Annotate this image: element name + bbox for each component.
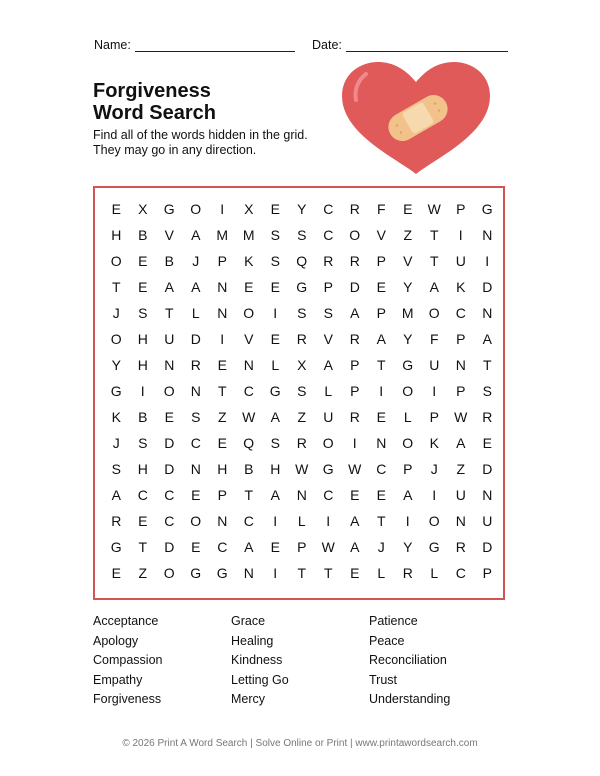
grid-cell[interactable]: E: [111, 565, 121, 581]
grid-cell[interactable]: Y: [111, 357, 121, 373]
name-label: Name:: [94, 38, 131, 52]
grid-cell[interactable]: A: [376, 331, 386, 347]
grid-cell[interactable]: Y: [297, 201, 307, 217]
grid-cell[interactable]: C: [243, 513, 254, 529]
grid-cell[interactable]: I: [326, 513, 331, 529]
grid-cell[interactable]: S: [297, 305, 307, 321]
grid-cell[interactable]: M: [242, 227, 255, 243]
grid-cell[interactable]: C: [323, 487, 334, 503]
grid-cell[interactable]: R: [296, 435, 307, 451]
grid-cell[interactable]: A: [191, 227, 201, 243]
grid-cell[interactable]: T: [111, 279, 121, 295]
grid-cell[interactable]: T: [297, 565, 307, 581]
grid-cell[interactable]: D: [190, 331, 201, 347]
word-list-item: Acceptance: [93, 614, 159, 628]
grid-cell[interactable]: S: [270, 435, 280, 451]
grid-cell[interactable]: G: [481, 201, 493, 217]
grid-cell[interactable]: E: [376, 487, 386, 503]
footer: © 2026 Print A Word Search | Solve Online or Print | www.printawordsearch.com: [122, 738, 478, 749]
grid-cell[interactable]: V: [403, 253, 413, 269]
grid-cell[interactable]: N: [296, 487, 307, 503]
grid-cell[interactable]: W: [321, 539, 335, 555]
word-list-item: Compassion: [93, 653, 163, 667]
instruction-line-2: They may go in any direction.: [93, 143, 257, 157]
grid-cell[interactable]: P: [403, 461, 413, 477]
grid-cell[interactable]: L: [324, 383, 333, 399]
grid-cell[interactable]: U: [323, 409, 334, 425]
grid-cell[interactable]: P: [482, 565, 492, 581]
grid-cell[interactable]: A: [482, 331, 492, 347]
grid-cell[interactable]: L: [297, 513, 306, 529]
grid-cell[interactable]: Y: [403, 331, 413, 347]
grid-cell[interactable]: E: [350, 487, 360, 503]
grid-cell[interactable]: H: [217, 461, 228, 477]
grid-cell[interactable]: C: [217, 539, 228, 555]
grid-cell[interactable]: N: [455, 513, 466, 529]
grid-cell[interactable]: V: [323, 331, 333, 347]
grid-cell[interactable]: S: [138, 435, 148, 451]
grid-cell[interactable]: J: [430, 461, 438, 477]
grid-cell[interactable]: O: [190, 513, 202, 529]
grid-cell[interactable]: I: [432, 487, 437, 503]
grid-cell[interactable]: P: [323, 279, 333, 295]
grid-cell[interactable]: N: [455, 357, 466, 373]
grid-cell[interactable]: B: [244, 461, 254, 477]
grid-cell[interactable]: E: [350, 565, 360, 581]
grid-cell[interactable]: D: [482, 539, 493, 555]
grid-cell[interactable]: R: [349, 331, 360, 347]
grid-cell[interactable]: Y: [403, 539, 413, 555]
grid-cell[interactable]: O: [163, 565, 175, 581]
grid-cell[interactable]: V: [376, 227, 386, 243]
grid-cell[interactable]: K: [456, 279, 466, 295]
grid-cell[interactable]: Z: [297, 409, 307, 425]
grid-cell[interactable]: T: [429, 253, 439, 269]
grid-cell[interactable]: G: [296, 279, 308, 295]
grid-cell[interactable]: U: [455, 253, 466, 269]
grid-cell[interactable]: L: [430, 565, 439, 581]
grid-cell[interactable]: I: [352, 435, 357, 451]
grid-cell[interactable]: S: [297, 383, 307, 399]
grid-cell[interactable]: R: [349, 409, 360, 425]
grid-cell[interactable]: C: [323, 227, 334, 243]
title-line-2: Word Search: [93, 102, 216, 124]
grid-cell[interactable]: C: [455, 565, 466, 581]
grid-cell[interactable]: R: [455, 539, 466, 555]
grid-cell[interactable]: T: [164, 305, 174, 321]
grid-cell[interactable]: E: [376, 409, 386, 425]
word-list: [93, 612, 513, 710]
grid-cell[interactable]: G: [110, 383, 122, 399]
grid-cell[interactable]: A: [456, 435, 466, 451]
grid-cell[interactable]: R: [402, 565, 413, 581]
grid-row: [103, 482, 501, 508]
grid-cell[interactable]: I: [458, 227, 463, 243]
grid-cell[interactable]: E: [191, 487, 201, 503]
grid-cell[interactable]: J: [112, 305, 120, 321]
grid-cell[interactable]: G: [163, 201, 175, 217]
grid-cell[interactable]: R: [323, 253, 334, 269]
grid-cell[interactable]: T: [323, 565, 333, 581]
grid-cell[interactable]: E: [138, 253, 148, 269]
grid-cell[interactable]: O: [110, 253, 122, 269]
grid-cell[interactable]: R: [111, 513, 122, 529]
grid-cell[interactable]: N: [217, 513, 228, 529]
grid-cell[interactable]: K: [244, 253, 254, 269]
instruction-line-1: Find all of the words hidden in the grid.: [93, 128, 308, 142]
grid-cell[interactable]: N: [217, 279, 228, 295]
name-line[interactable]: [135, 51, 295, 52]
grid-cell[interactable]: S: [323, 305, 333, 321]
grid-cell[interactable]: B: [138, 227, 148, 243]
grid-cell[interactable]: I: [432, 383, 437, 399]
grid-cell[interactable]: D: [164, 539, 175, 555]
word-list-item: Reconciliation: [369, 653, 447, 667]
grid-row: [103, 560, 501, 586]
word-list-item: Trust: [369, 672, 398, 687]
grid-cell[interactable]: E: [376, 279, 386, 295]
grid-cell[interactable]: A: [111, 487, 121, 503]
grid-cell[interactable]: A: [403, 487, 413, 503]
grid-cell[interactable]: W: [454, 409, 468, 425]
grid-cell[interactable]: P: [456, 383, 466, 399]
grid-cell[interactable]: S: [191, 409, 201, 425]
word-list-item: Peace: [369, 633, 405, 648]
grid-cell[interactable]: T: [376, 357, 386, 373]
grid-cell[interactable]: W: [348, 461, 362, 477]
grid-cell[interactable]: P: [350, 383, 360, 399]
grid-cell[interactable]: V: [164, 227, 174, 243]
grid-cell[interactable]: Y: [403, 279, 413, 295]
grid-cell[interactable]: P: [376, 253, 386, 269]
grid-cell[interactable]: S: [482, 383, 492, 399]
word-search-grid: [93, 186, 505, 600]
grid-cell[interactable]: P: [297, 539, 307, 555]
grid-cell[interactable]: H: [137, 357, 148, 373]
grid-cell[interactable]: S: [111, 461, 121, 477]
grid-cell[interactable]: R: [190, 357, 201, 373]
grid-cell[interactable]: Z: [138, 565, 148, 581]
grid-cell[interactable]: O: [163, 383, 175, 399]
grid-cell[interactable]: J: [112, 435, 120, 451]
grid-cell[interactable]: V: [244, 331, 254, 347]
grid-cell[interactable]: W: [427, 201, 441, 217]
grid-cell[interactable]: O: [428, 513, 440, 529]
grid-cell[interactable]: G: [322, 461, 334, 477]
page-title: [93, 80, 216, 124]
grid-cell[interactable]: N: [243, 357, 254, 373]
grid-cell[interactable]: C: [455, 305, 466, 321]
grid-cell[interactable]: L: [403, 409, 412, 425]
grid-cell[interactable]: A: [323, 357, 333, 373]
grid-cell[interactable]: E: [217, 357, 227, 373]
grid-cell[interactable]: E: [270, 539, 280, 555]
grid-cell[interactable]: C: [243, 383, 254, 399]
grid-cell[interactable]: R: [296, 331, 307, 347]
grid-cell[interactable]: C: [164, 487, 175, 503]
word-list-item: Kindness: [231, 653, 283, 667]
grid-cell[interactable]: Z: [403, 227, 413, 243]
grid-cell[interactable]: S: [297, 227, 307, 243]
grid-cell[interactable]: D: [349, 279, 360, 295]
grid-cell[interactable]: J: [377, 539, 385, 555]
grid-cell[interactable]: G: [190, 565, 202, 581]
grid-cell[interactable]: W: [295, 461, 309, 477]
grid-row: [103, 404, 501, 430]
grid-cell[interactable]: O: [243, 305, 255, 321]
grid-cell[interactable]: N: [482, 227, 493, 243]
grid-cell[interactable]: T: [482, 357, 492, 373]
heart-bandage-icon: [336, 60, 496, 178]
grid-cell[interactable]: E: [164, 409, 174, 425]
grid-cell[interactable]: C: [137, 487, 148, 503]
grid-cell[interactable]: Q: [243, 435, 255, 451]
grid-cell[interactable]: E: [482, 435, 492, 451]
instructions: [93, 128, 333, 158]
grid-cell[interactable]: I: [273, 305, 278, 321]
name-field[interactable]: [94, 38, 295, 52]
grid-cell[interactable]: O: [402, 435, 414, 451]
grid-row: [103, 508, 501, 534]
grid-cell[interactable]: B: [138, 409, 148, 425]
grid-cell[interactable]: C: [323, 201, 334, 217]
grid-cell[interactable]: T: [244, 487, 254, 503]
word-list-item: Empathy: [93, 672, 143, 687]
grid-cell[interactable]: O: [110, 331, 122, 347]
grid-cell[interactable]: Z: [456, 461, 466, 477]
grid-cell[interactable]: S: [270, 253, 280, 269]
grid-row: [103, 456, 501, 482]
grid-cell[interactable]: E: [217, 435, 227, 451]
grid-cell[interactable]: B: [164, 253, 174, 269]
grid-cell[interactable]: N: [190, 461, 201, 477]
grid-row: [103, 300, 501, 326]
word-list-item: Grace: [231, 614, 266, 628]
grid-cell[interactable]: K: [429, 435, 439, 451]
grid-cell[interactable]: N: [190, 383, 201, 399]
grid-cell[interactable]: T: [138, 539, 148, 555]
word-list-item: Mercy: [231, 692, 266, 706]
grid-row: [103, 274, 501, 300]
grid-cell[interactable]: E: [244, 279, 254, 295]
grid-cell[interactable]: H: [270, 461, 281, 477]
grid-row: [103, 534, 501, 560]
letter-grid: [103, 196, 501, 586]
word-list-item: Letting Go: [231, 672, 289, 687]
grid-cell[interactable]: F: [376, 201, 386, 217]
grid-cell[interactable]: I: [273, 513, 278, 529]
grid-cell[interactable]: E: [403, 201, 413, 217]
grid-cell[interactable]: X: [138, 201, 148, 217]
date-line[interactable]: [346, 51, 508, 52]
grid-cell[interactable]: N: [243, 565, 254, 581]
grid-cell[interactable]: P: [217, 253, 227, 269]
date-field[interactable]: [312, 38, 508, 52]
grid-cell[interactable]: U: [455, 487, 466, 503]
grid-cell[interactable]: I: [220, 331, 225, 347]
grid-cell[interactable]: N: [482, 305, 493, 321]
grid-cell[interactable]: A: [270, 487, 280, 503]
grid-cell[interactable]: I: [379, 383, 384, 399]
grid-row: [103, 352, 501, 378]
grid-cell[interactable]: G: [216, 565, 228, 581]
grid-cell[interactable]: D: [482, 461, 493, 477]
grid-cell[interactable]: H: [137, 461, 148, 477]
grid-cell[interactable]: S: [270, 227, 280, 243]
grid-cell[interactable]: O: [349, 227, 361, 243]
grid-cell[interactable]: S: [138, 305, 148, 321]
grid-cell[interactable]: P: [350, 357, 360, 373]
grid-cell[interactable]: P: [376, 305, 386, 321]
word-list-item: Apology: [93, 633, 139, 648]
grid-cell[interactable]: E: [270, 201, 280, 217]
grid-cell[interactable]: A: [350, 305, 360, 321]
grid-cell[interactable]: G: [402, 357, 414, 373]
grid-cell[interactable]: R: [349, 201, 360, 217]
grid-cell[interactable]: E: [270, 279, 280, 295]
grid-cell[interactable]: A: [350, 539, 360, 555]
grid-cell[interactable]: E: [111, 201, 121, 217]
grid-cell[interactable]: N: [482, 487, 493, 503]
date-label: Date:: [312, 38, 342, 52]
grid-cell[interactable]: L: [191, 305, 200, 321]
grid-cell[interactable]: E: [138, 513, 148, 529]
grid-row: [103, 326, 501, 352]
grid-cell[interactable]: N: [164, 357, 175, 373]
grid-cell[interactable]: E: [270, 331, 280, 347]
grid-cell[interactable]: D: [482, 279, 493, 295]
grid-cell[interactable]: Q: [296, 253, 308, 269]
grid-cell[interactable]: H: [111, 227, 122, 243]
grid-cell[interactable]: G: [269, 383, 281, 399]
grid-cell[interactable]: C: [164, 513, 175, 529]
grid-cell[interactable]: D: [164, 461, 175, 477]
grid-cell[interactable]: A: [270, 409, 280, 425]
grid-cell[interactable]: T: [217, 383, 227, 399]
grid-cell[interactable]: A: [429, 279, 439, 295]
grid-cell[interactable]: P: [429, 409, 439, 425]
grid-cell[interactable]: P: [456, 201, 466, 217]
grid-row: [103, 430, 501, 456]
grid-cell[interactable]: G: [428, 539, 440, 555]
grid-cell[interactable]: N: [217, 305, 228, 321]
grid-cell[interactable]: O: [402, 383, 414, 399]
word-list-item: Patience: [369, 614, 418, 628]
word-list-item: Forgiveness: [93, 692, 162, 706]
grid-row: [103, 378, 501, 404]
grid-cell[interactable]: L: [377, 565, 386, 581]
grid-cell[interactable]: U: [482, 513, 493, 529]
grid-cell[interactable]: O: [428, 305, 440, 321]
grid-cell[interactable]: P: [217, 487, 227, 503]
grid-cell[interactable]: P: [456, 331, 466, 347]
grid-cell[interactable]: W: [242, 409, 256, 425]
word-list-item: Understanding: [369, 692, 451, 706]
grid-cell[interactable]: I: [220, 201, 225, 217]
grid-cell[interactable]: U: [164, 331, 175, 347]
grid-cell[interactable]: L: [271, 357, 280, 373]
grid-cell[interactable]: I: [405, 513, 410, 529]
grid-cell[interactable]: I: [273, 565, 278, 581]
grid-cell[interactable]: I: [485, 253, 490, 269]
grid-cell[interactable]: E: [138, 279, 148, 295]
grid-cell[interactable]: K: [111, 409, 121, 425]
grid-cell[interactable]: R: [349, 253, 360, 269]
grid-cell[interactable]: J: [192, 253, 200, 269]
grid-cell[interactable]: A: [164, 279, 174, 295]
grid-row: [103, 222, 501, 248]
grid-cell[interactable]: O: [322, 435, 334, 451]
grid-cell[interactable]: R: [482, 409, 493, 425]
grid-cell[interactable]: U: [429, 357, 440, 373]
grid-cell[interactable]: X: [297, 357, 307, 373]
title-line-1: Forgiveness: [93, 80, 211, 102]
grid-cell[interactable]: O: [190, 201, 202, 217]
grid-cell[interactable]: T: [429, 227, 439, 243]
grid-cell[interactable]: A: [244, 539, 254, 555]
grid-cell[interactable]: H: [137, 331, 148, 347]
grid-cell[interactable]: C: [190, 435, 201, 451]
grid-cell[interactable]: N: [376, 435, 387, 451]
grid-cell[interactable]: T: [376, 513, 386, 529]
grid-row: [103, 248, 501, 274]
grid-cell[interactable]: G: [110, 539, 122, 555]
grid-cell[interactable]: C: [376, 461, 387, 477]
word-list-item: Healing: [231, 633, 274, 648]
grid-row: [103, 196, 501, 222]
grid-cell[interactable]: E: [191, 539, 201, 555]
grid-cell[interactable]: X: [244, 201, 254, 217]
grid-cell[interactable]: I: [140, 383, 145, 399]
grid-cell[interactable]: M: [216, 227, 229, 243]
grid-cell[interactable]: A: [350, 513, 360, 529]
grid-cell[interactable]: F: [429, 331, 439, 347]
grid-cell[interactable]: A: [191, 279, 201, 295]
grid-cell[interactable]: Z: [217, 409, 227, 425]
grid-cell[interactable]: D: [164, 435, 175, 451]
grid-cell[interactable]: M: [401, 305, 414, 321]
